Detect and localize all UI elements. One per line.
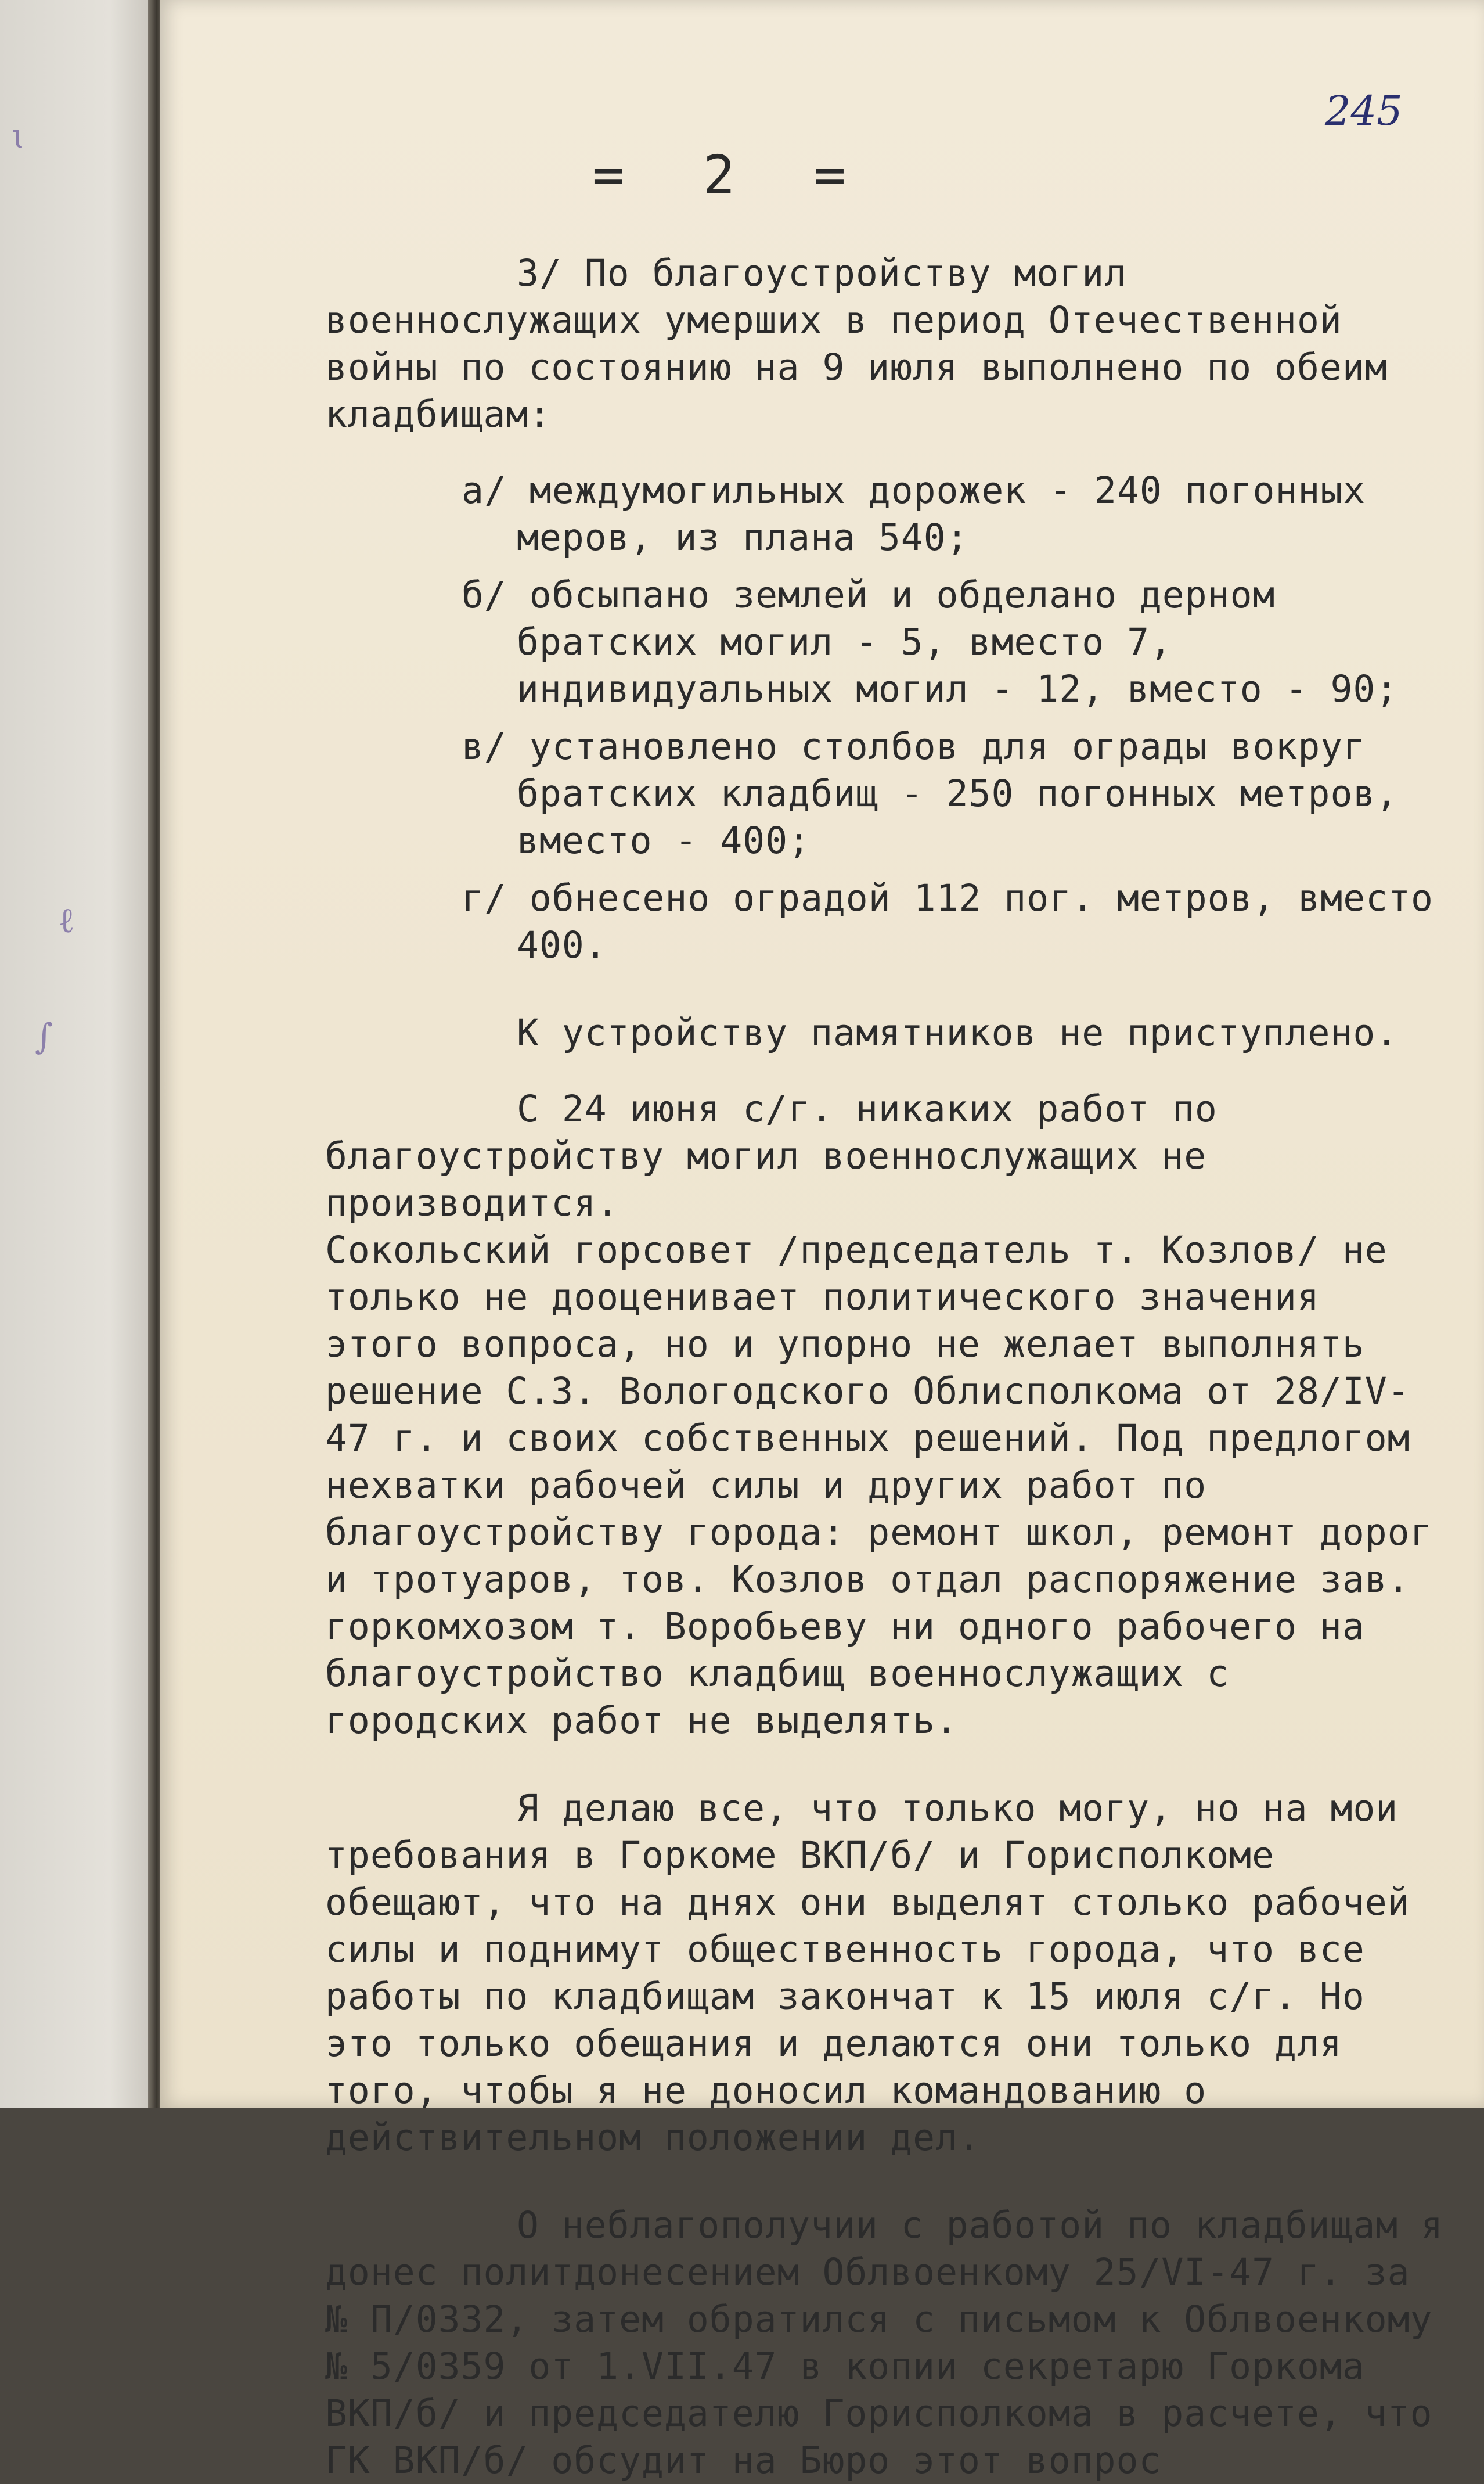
paragraph-report: О неблагополучии с работой по кладбищам я донес политдонесением Облвоенкому 25/VI-47 г. за № П/0332, затем обратился с письмом к Облвоенкому № 5/0359 от 1.VII.47 в копии секретарю Горкома ВКП/б/ и председателю Горисполкома в расчете, что ГК ВКП/б/ обсудит на Бюро этот вопрос bbox=[325, 2204, 1444, 2482]
paragraph-3-intro: 3/ По благоустройству могил военнослужащих умерших в период Отечественной войны по состоянию на 9 июля выполнено по обеим кладбищам: bbox=[325, 252, 1388, 436]
archive-page-number: 245 bbox=[1325, 87, 1403, 135]
paragraph-monuments: К устройству памятников не приступлено. bbox=[517, 1012, 1399, 1054]
paragraph-since-june: С 24 июня с/г. никаких работ по благоустройству могил военнослужащих не производится. bbox=[325, 1088, 1218, 1224]
paragraph-sokol-gorsovet: Сокольский горсовет /председатель т. Козлов/ не только не дооценивает политического значения этого вопроса, но и упорно не желает выполнять решение С.З. Вологодского Облисполкома от 28/IV-47 г. и своих собственных решений. Под предлогом нехватки рабочей силы и других работ по благоустройству города: ремонт школ, ремонт дорог и тротуаров, тов. Козлов отдал распоряжение зав. горкомхозом т. Воробьеву ни одного рабочего на благоустройство кладбищ военнослужащих с городских работ не выделять. bbox=[325, 1229, 1433, 1742]
adjacent-page bbox=[0, 0, 157, 2108]
margin-pencil-mark: ɩ bbox=[12, 116, 26, 157]
page-number: = 2 = bbox=[592, 144, 869, 206]
list-item-g: г/ обнесено оградой 112 пог. метров, вместо 400. bbox=[462, 877, 1433, 966]
margin-pencil-mark: ∫ bbox=[35, 1016, 53, 1057]
paragraph-i-do: Я делаю все, что только могу, но на мои требования в Горкоме ВКП/б/ и Горисполкоме обещают, что на днях они выделят столько рабочей силы и поднимут общественность города, что все работы по кладбищам закончат к 15 июля с/г. Но это только обещания и делаются они только для того, чтобы я не доносил командованию о действительном положении дел. bbox=[325, 1787, 1410, 2159]
margin-pencil-mark: ℓ bbox=[58, 900, 75, 941]
document-body bbox=[325, 250, 1451, 2484]
list-item-b: б/ обсыпано землей и обделано дерном братских могил - 5, вместо 7, индивидуальных могил - 12, вместо - 90; bbox=[462, 574, 1399, 710]
list-item-a: а/ междумогильных дорожек - 240 погонных меров, из плана 540; bbox=[462, 469, 1366, 559]
list-item-v: в/ установлено столбов для ограды вокруг братских кладбищ - 250 погонных метров, вместо - 400; bbox=[462, 725, 1399, 862]
